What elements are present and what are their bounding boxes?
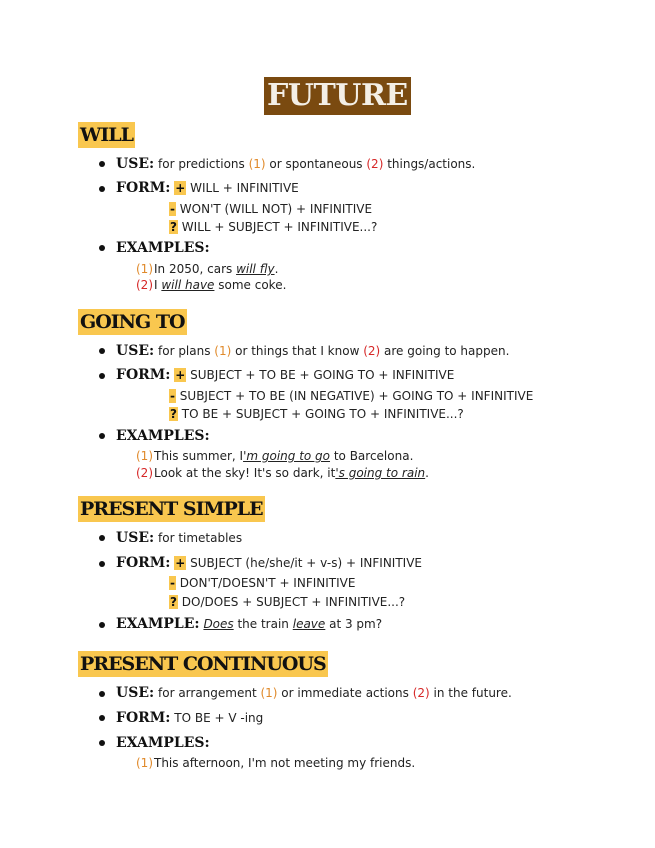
bullet: [99, 245, 105, 251]
bullet: [99, 715, 105, 721]
present-simple-form-question: ? DO/DOES + SUBJECT + INFINITIVE...?: [170, 595, 406, 609]
will-example-1: (1)In 2050, cars will fly.: [136, 262, 279, 276]
bullet: [99, 161, 105, 167]
bullet: [99, 691, 105, 697]
present-simple-form-line: FORM: + SUBJECT (he/she/it + v-s) + INFINITIVE: [116, 555, 422, 571]
bullet: [99, 433, 105, 439]
will-form-question: ? WILL + SUBJECT + INFINITIVE...?: [170, 220, 378, 234]
going-to-form-line: FORM: + SUBJECT + TO BE + GOING TO + INFINITIVE: [116, 367, 455, 383]
will-examples-label: EXAMPLES:: [116, 240, 210, 256]
bullet: [99, 348, 105, 354]
will-example-2: (2)I will have some coke.: [136, 278, 287, 292]
will-form-negative: - WON'T (WILL NOT) + INFINITIVE: [170, 202, 373, 216]
going-to-form-negative: - SUBJECT + TO BE (IN NEGATIVE) + GOING TO + INFINITIVE: [170, 389, 534, 403]
bullet: [99, 373, 105, 379]
page-title: FUTURE: [264, 77, 411, 115]
bullet: [99, 186, 105, 192]
present-simple-example-line: EXAMPLE: Does the train leave at 3 pm?: [116, 616, 383, 632]
use-label: USE:: [116, 156, 155, 172]
going-to-example-2: (2)Look at the sky! It's so dark, it's going to rain.: [136, 466, 429, 480]
present-continuous-examples-label: EXAMPLES:: [116, 735, 210, 751]
going-to-use-line: USE: for plans (1) or things that I know (2) are going to happen.: [116, 343, 510, 359]
going-to-form-question: ? TO BE + SUBJECT + GOING TO + INFINITIVE...?: [170, 407, 464, 421]
section-heading-present-simple: PRESENT SIMPLE: [80, 498, 263, 520]
section-heading-will: WILL: [80, 124, 133, 146]
bullet: [99, 535, 105, 541]
bullet: [99, 622, 105, 628]
section-heading-going-to: GOING TO: [80, 311, 185, 333]
going-to-examples-label: EXAMPLES:: [116, 428, 210, 444]
present-continuous-use-line: USE: for arrangement (1) or immediate actions (2) in the future.: [116, 685, 512, 701]
bullet: [99, 740, 105, 746]
form-label: FORM:: [116, 180, 171, 196]
present-simple-form-negative: - DON'T/DOESN'T + INFINITIVE: [170, 576, 356, 590]
section-heading-present-continuous: PRESENT CONTINUOUS: [80, 653, 326, 675]
present-simple-use-line: USE: for timetables: [116, 530, 243, 546]
present-continuous-example-1: (1)This afternoon, I'm not meeting my friends.: [136, 756, 416, 770]
going-to-example-1: (1)This summer, I'm going to go to Barcelona.: [136, 449, 414, 463]
bullet: [99, 561, 105, 567]
present-continuous-form-line: FORM: TO BE + V -ing: [116, 710, 264, 726]
will-use-line: USE: for predictions (1) or spontaneous (2) things/actions.: [116, 156, 476, 172]
will-form-line: FORM: + WILL + INFINITIVE: [116, 180, 299, 196]
